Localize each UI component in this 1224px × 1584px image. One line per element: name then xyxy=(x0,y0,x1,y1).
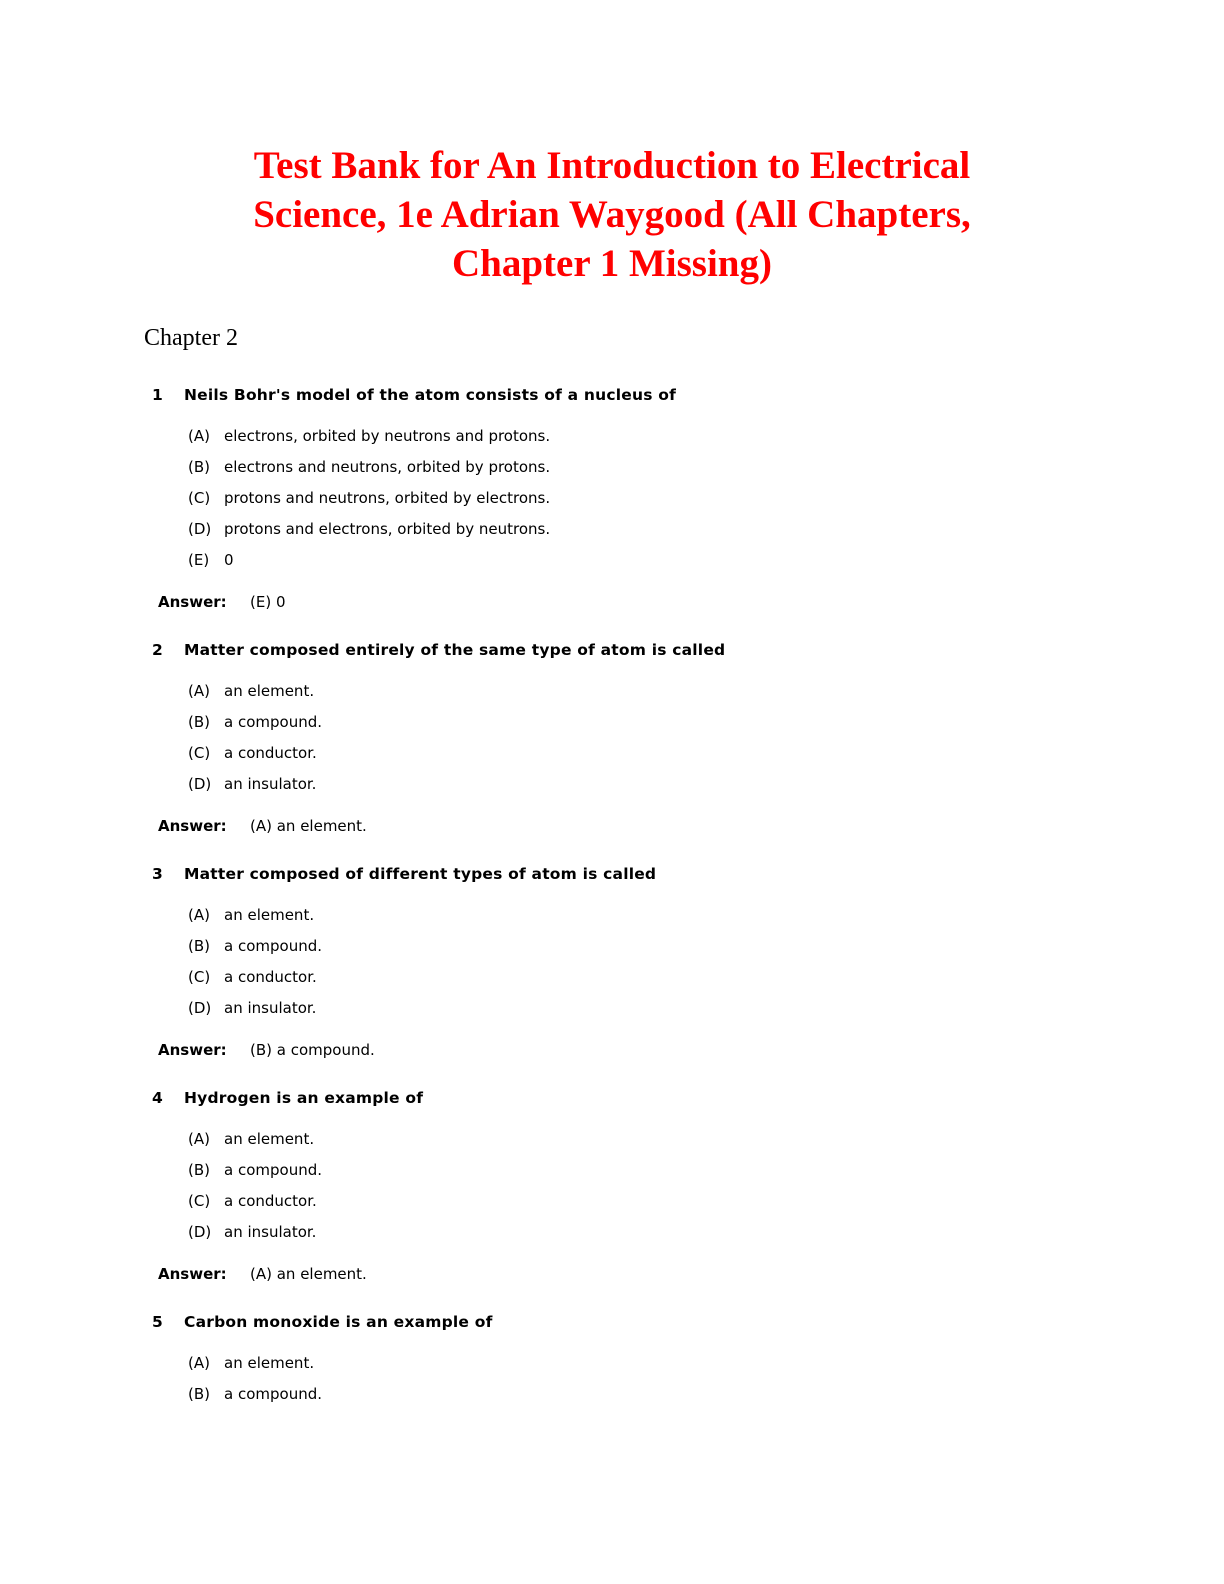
option-row xyxy=(188,1124,1224,1155)
option-letter: (B) xyxy=(188,713,210,731)
option-text: a compound. xyxy=(224,713,322,731)
options-list xyxy=(152,676,1224,800)
question-text: Matter composed entirely of the same type of atom is called xyxy=(184,641,726,659)
title-line: Test Bank for An Introduction to Electrical xyxy=(253,144,971,187)
option-text: electrons and neutrons, orbited by protons. xyxy=(224,458,551,476)
option-row xyxy=(188,707,1224,738)
option-text: an insulator. xyxy=(224,999,317,1017)
option-row xyxy=(188,1217,1224,1248)
options-list xyxy=(152,900,1224,1024)
option-letter: (E) xyxy=(188,551,210,569)
options-list xyxy=(152,421,1224,576)
answer-row xyxy=(158,816,1224,836)
answer-value: (E) 0 xyxy=(250,593,286,611)
question-number: 5 xyxy=(152,1313,163,1331)
option-letter: (C) xyxy=(188,968,211,986)
option-row xyxy=(188,483,1224,514)
answer-value: (A) an element. xyxy=(250,817,367,835)
title-line: Science, 1e Adrian Waygood (All Chapters, xyxy=(253,193,971,236)
answer-row xyxy=(158,1264,1224,1284)
option-text: a conductor. xyxy=(224,744,317,762)
option-text: protons and electrons, orbited by neutrons. xyxy=(224,520,551,538)
answer-label: Answer: xyxy=(158,817,227,835)
question-text: Matter composed of different types of atom is called xyxy=(184,865,657,883)
answer-value: (A) an element. xyxy=(250,1265,367,1283)
question-number: 3 xyxy=(152,865,163,883)
option-letter: (A) xyxy=(188,906,210,924)
question-number: 1 xyxy=(152,386,163,404)
option-row xyxy=(188,993,1224,1024)
option-letter: (B) xyxy=(188,458,210,476)
option-text: an insulator. xyxy=(224,775,317,793)
option-letter: (A) xyxy=(188,1354,210,1372)
question-header xyxy=(152,385,1224,405)
option-text: an element. xyxy=(224,1130,315,1148)
option-row xyxy=(188,1155,1224,1186)
option-letter: (D) xyxy=(188,999,212,1017)
question-header xyxy=(152,1312,1224,1332)
answer-label: Answer: xyxy=(158,1265,227,1283)
option-letter: (C) xyxy=(188,744,211,762)
option-letter: (D) xyxy=(188,520,212,538)
option-row xyxy=(188,452,1224,483)
option-text: protons and neutrons, orbited by electrons. xyxy=(224,489,551,507)
option-letter: (C) xyxy=(188,489,211,507)
option-row xyxy=(188,1186,1224,1217)
option-text: an element. xyxy=(224,906,315,924)
option-row xyxy=(188,545,1224,576)
question-3 xyxy=(152,864,1224,1060)
option-row xyxy=(188,676,1224,707)
option-letter: (B) xyxy=(188,1385,210,1403)
option-letter: (A) xyxy=(188,682,210,700)
answer-label: Answer: xyxy=(158,1041,227,1059)
question-number: 2 xyxy=(152,641,163,659)
question-list xyxy=(152,385,1224,1410)
question-2 xyxy=(152,640,1224,836)
option-text: a compound. xyxy=(224,1385,322,1403)
option-text: an element. xyxy=(224,682,315,700)
question-text: Hydrogen is an example of xyxy=(184,1089,424,1107)
option-text: 0 xyxy=(224,551,234,569)
question-header xyxy=(152,640,1224,660)
option-letter: (D) xyxy=(188,1223,212,1241)
answer-label: Answer: xyxy=(158,593,227,611)
option-row xyxy=(188,900,1224,931)
option-row xyxy=(188,738,1224,769)
option-letter: (C) xyxy=(188,1192,211,1210)
option-text: a compound. xyxy=(224,1161,322,1179)
option-row xyxy=(188,421,1224,452)
option-row xyxy=(188,962,1224,993)
option-text: a conductor. xyxy=(224,1192,317,1210)
option-text: a conductor. xyxy=(224,968,317,986)
question-1 xyxy=(152,385,1224,612)
option-text: an element. xyxy=(224,1354,315,1372)
question-5 xyxy=(152,1312,1224,1410)
options-list xyxy=(152,1124,1224,1248)
option-row xyxy=(188,1379,1224,1410)
chapter-heading: Chapter 2 xyxy=(144,325,238,351)
option-row xyxy=(188,769,1224,800)
option-text: a compound. xyxy=(224,937,322,955)
answer-value: (B) a compound. xyxy=(250,1041,375,1059)
option-row xyxy=(188,514,1224,545)
option-letter: (D) xyxy=(188,775,212,793)
question-header xyxy=(152,864,1224,884)
document-title xyxy=(142,0,1082,288)
option-row xyxy=(188,931,1224,962)
option-letter: (A) xyxy=(188,427,210,445)
answer-row xyxy=(158,1040,1224,1060)
option-letter: (B) xyxy=(188,937,210,955)
option-row xyxy=(188,1348,1224,1379)
question-header xyxy=(152,1088,1224,1108)
option-text: an insulator. xyxy=(224,1223,317,1241)
question-text: Carbon monoxide is an example of xyxy=(184,1313,493,1331)
options-list xyxy=(152,1348,1224,1410)
answer-row xyxy=(158,592,1224,612)
option-letter: (B) xyxy=(188,1161,210,1179)
question-text: Neils Bohr's model of the atom consists of a nucleus of xyxy=(184,386,677,404)
option-letter: (A) xyxy=(188,1130,210,1148)
question-number: 4 xyxy=(152,1089,163,1107)
option-text: electrons, orbited by neutrons and protons. xyxy=(224,427,551,445)
title-line: Chapter 1 Missing) xyxy=(452,242,772,285)
question-4 xyxy=(152,1088,1224,1284)
